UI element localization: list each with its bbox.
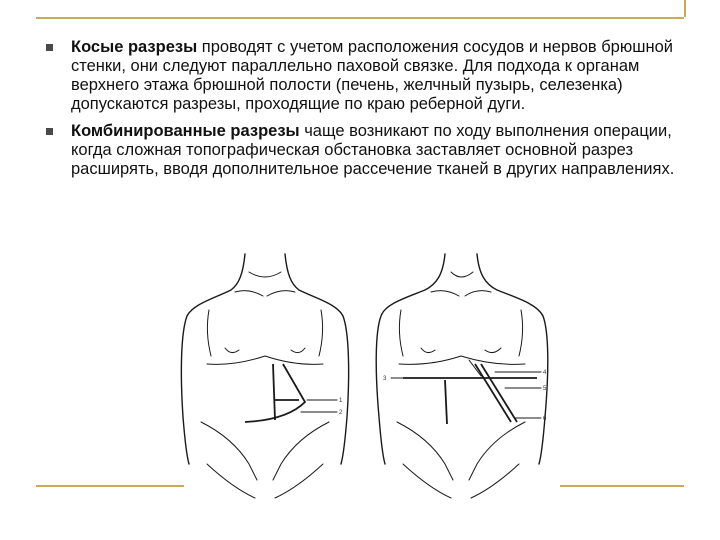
- bullet-list: [46, 38, 686, 187]
- torso-illustration: [175, 252, 560, 502]
- bullet-item-oblique: [46, 38, 686, 114]
- top-border-line: [36, 17, 684, 19]
- bullet-term: Комбинированные разрезы: [71, 122, 300, 140]
- figure-label: 1: [339, 398, 343, 404]
- bullet-text: проводят с учетом расположения сосудов и нервов брюшной стенки, они следуют параллельно паховой связке. Для подхода к органам верхнего этажа брюшной полости (печень, желчный пузырь, селезенка) допускаются разрезы, проходящие по краю реберной дуги.: [71, 38, 673, 113]
- figure-label: 4: [543, 370, 547, 376]
- figure-label: 3: [383, 376, 387, 382]
- right-border-line: [684, 0, 686, 17]
- figure-label: 6: [543, 416, 547, 422]
- square-bullet-icon: [46, 44, 53, 51]
- bottom-left-border-line: [36, 485, 184, 487]
- figure-label: 5: [543, 386, 547, 392]
- bullet-item-combined: [46, 122, 686, 179]
- square-bullet-icon: [46, 128, 53, 135]
- bullet-term: Косые разрезы: [71, 38, 198, 56]
- bullet-text: чаще возникают по ходу выполнения операции, когда сложная топографическая обстановка заставляет основной разрез расширять, вводя дополнительное рассечение тканей в других направлениях.: [71, 122, 675, 178]
- left-torso-drawing: [181, 254, 348, 498]
- right-torso-drawing: [376, 254, 548, 498]
- bottom-right-border-line: [560, 485, 684, 487]
- figure-label: 2: [339, 410, 343, 416]
